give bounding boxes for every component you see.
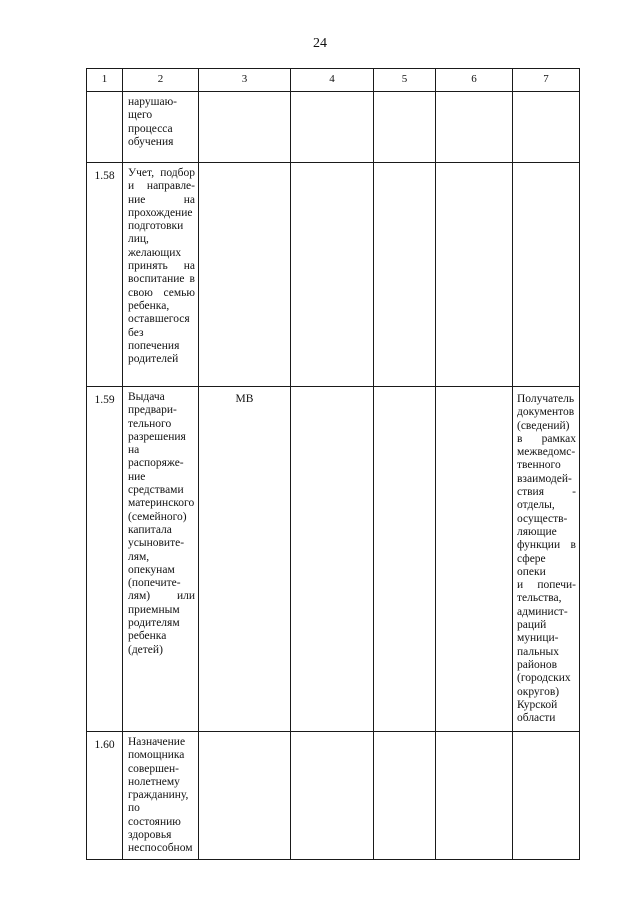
recipient-line: тельства, <box>517 592 562 605</box>
service-name-line: оставшегося <box>128 313 190 326</box>
service-name-line: опекунам <box>128 563 175 576</box>
col3-cell <box>199 732 291 860</box>
recipient-line: округов) <box>517 685 560 698</box>
recipient-cell <box>513 92 580 163</box>
service-name-line: ребенка, <box>128 299 170 312</box>
service-name-line: неспособном <box>128 842 193 855</box>
service-name-line: лям, <box>128 550 150 563</box>
service-name-line: попечения <box>128 339 180 352</box>
service-name-line: ребенка <box>128 630 167 643</box>
service-name-line: без <box>128 326 144 339</box>
recipient-line: ствия - <box>517 486 576 499</box>
col6-cell <box>436 387 513 732</box>
service-name-line: ние на <box>128 193 195 206</box>
item-number-cell: 1.59 <box>87 387 123 732</box>
service-name-line: средствами <box>128 484 184 497</box>
service-name-line: материнского <box>128 497 195 510</box>
col6-cell <box>436 163 513 387</box>
recipient-cell <box>513 732 580 860</box>
service-name-line: тельного <box>128 417 172 430</box>
header-col-7: 7 <box>513 69 580 92</box>
service-name-line: здоровья <box>128 829 172 842</box>
col4-cell <box>291 92 374 163</box>
recipient-line: сфере опеки <box>517 552 546 578</box>
service-name-line: обучения <box>128 135 174 148</box>
service-name-line: усыновите- <box>128 537 185 550</box>
recipient-line: муници- <box>517 632 559 645</box>
recipient-line: пальных <box>517 645 559 658</box>
service-name-line: предвари- <box>128 404 177 417</box>
header-col-6: 6 <box>436 69 513 92</box>
service-name-line: воспитание в <box>128 273 195 286</box>
service-name-line: процесса <box>128 122 173 135</box>
col4-cell <box>291 732 374 860</box>
service-name-line: по состоянию <box>128 802 181 828</box>
service-name-line: лиц, <box>128 233 149 246</box>
service-name-line: Назначение <box>128 736 186 748</box>
table-row <box>87 163 580 387</box>
services-table <box>86 68 580 860</box>
header-col-5: 5 <box>374 69 436 92</box>
service-name-cell <box>123 92 199 163</box>
service-name-line: гражданину, <box>128 789 189 802</box>
recipient-line: области <box>517 712 556 725</box>
service-name-line: помощника <box>128 749 185 762</box>
recipient-line: межведомс- <box>517 446 576 459</box>
col3-cell: МВ <box>199 387 291 732</box>
header-col-3: 3 <box>199 69 291 92</box>
col6-cell <box>436 92 513 163</box>
recipient-line: Курской <box>517 698 558 711</box>
service-name-line: прохождение <box>128 206 193 219</box>
service-name-line: лям) или <box>128 590 195 603</box>
recipient-line: документов <box>517 406 575 419</box>
service-name-line: подготовки <box>128 220 184 233</box>
recipient-line: твенного <box>517 459 561 472</box>
col5-cell <box>374 732 436 860</box>
col5-cell <box>374 387 436 732</box>
service-name-line: Учет, подбор <box>128 167 195 179</box>
service-name-line: ние <box>128 470 146 483</box>
recipient-line: районов <box>517 658 558 671</box>
service-name-line: нолетнему <box>128 775 180 788</box>
service-name-line: разрешения <box>128 430 186 443</box>
service-name-line: Выдача <box>128 391 165 403</box>
service-name-cell <box>123 387 199 732</box>
recipient-line: (городских <box>517 672 571 685</box>
service-name-line: (попечите- <box>128 577 181 590</box>
header-col-1: 1 <box>87 69 123 92</box>
item-number-cell: 1.58 <box>87 163 123 387</box>
service-name-line: щего <box>128 109 153 122</box>
service-name-line: капитала <box>128 523 172 536</box>
table-row <box>87 92 580 163</box>
recipient-line: ляющие <box>517 525 557 538</box>
recipient-line: в рамках <box>517 432 576 445</box>
recipient-line: осуществ- <box>517 512 568 525</box>
service-name-line: на <box>128 444 140 457</box>
col3-cell <box>199 163 291 387</box>
table-row <box>87 732 580 860</box>
service-name-line: приемным <box>128 603 180 616</box>
service-name-line: родителям <box>128 617 180 630</box>
header-col-2: 2 <box>123 69 199 92</box>
recipient-line: (сведений) <box>517 419 570 432</box>
col3-cell <box>199 92 291 163</box>
header-col-4: 4 <box>291 69 374 92</box>
recipient-line: и попечи- <box>517 579 576 592</box>
service-name-line: нарушаю- <box>128 96 177 108</box>
recipient-line: отделы, <box>517 499 555 512</box>
item-number-cell: 1.60 <box>87 732 123 860</box>
service-name-line: желающих <box>128 246 182 259</box>
recipient-line: Получатель <box>517 393 575 405</box>
header-row <box>87 69 580 92</box>
col6-cell <box>436 732 513 860</box>
page-number: 24 <box>313 36 327 51</box>
recipient-line: раций <box>517 619 547 632</box>
service-name-line: родителей <box>128 353 179 366</box>
service-name-line: свою семью <box>128 286 195 299</box>
col5-cell <box>374 163 436 387</box>
service-name-line: принять на <box>128 260 195 273</box>
service-name-line: (детей) <box>128 643 163 656</box>
service-name-cell <box>123 163 199 387</box>
col4-cell <box>291 163 374 387</box>
recipient-line: функции в <box>517 539 576 552</box>
recipient-cell <box>513 163 580 387</box>
service-name-line: распоряже- <box>128 457 184 470</box>
service-name-cell <box>123 732 199 860</box>
service-name-line: (семейного) <box>128 510 187 523</box>
recipient-line: взаимодей- <box>517 472 572 485</box>
service-name-line: и направле- <box>128 180 195 193</box>
col5-cell <box>374 92 436 163</box>
recipient-line: админист- <box>517 605 568 618</box>
table-row <box>87 387 580 732</box>
col4-cell <box>291 387 374 732</box>
item-number-cell <box>87 92 123 163</box>
recipient-cell <box>513 387 580 732</box>
service-name-line: совершен- <box>128 762 180 775</box>
